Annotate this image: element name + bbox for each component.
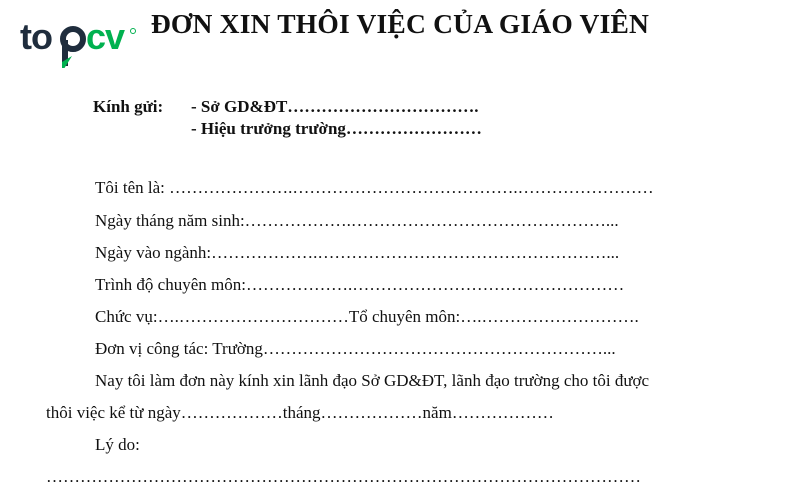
reason-label: Lý do:: [95, 435, 140, 454]
field-join-date: Ngày vào ngành:……………….……………………………………………...: [95, 243, 620, 262]
recipient-label: Kính gửi:: [93, 97, 164, 116]
field-birthdate: Ngày tháng năm sinh:……………….………………………………………...: [95, 211, 619, 230]
recipient-line-principal: - Hiệu trưởng trường……………………: [191, 119, 482, 138]
document-title-text: ĐƠN XIN THÔI VIỆC CỦA GIÁO VIÊN: [150, 8, 650, 39]
field-qualification: Trình độ chuyên môn:……………….…………………………………………: [95, 275, 625, 294]
request-paragraph-line-2: thôi việc kể từ ngày………………tháng………………năm………………: [46, 403, 554, 422]
reason-dots: ……………………………………………………………………………………………: [46, 467, 641, 486]
svg-text:cv: cv: [86, 18, 125, 57]
recipient-line-department: - Sở GD&ĐT…………………………….: [191, 97, 479, 116]
request-paragraph-line-1: Nay tôi làm đơn này kính xin lãnh đạo Sở GD&ĐT, lãnh đạo trường cho tôi được: [95, 371, 650, 390]
field-position: Chức vụ:….…………………………Tổ chuyên môn:….……………………….: [95, 307, 639, 326]
field-name: Tôi tên là: ………………….………………………………….……………………: [95, 178, 654, 197]
document-title: [0, 8, 800, 40]
svg-text:to: to: [20, 18, 52, 57]
field-workplace: Đơn vị công tác: Trường……………………………………………………...: [95, 339, 616, 358]
